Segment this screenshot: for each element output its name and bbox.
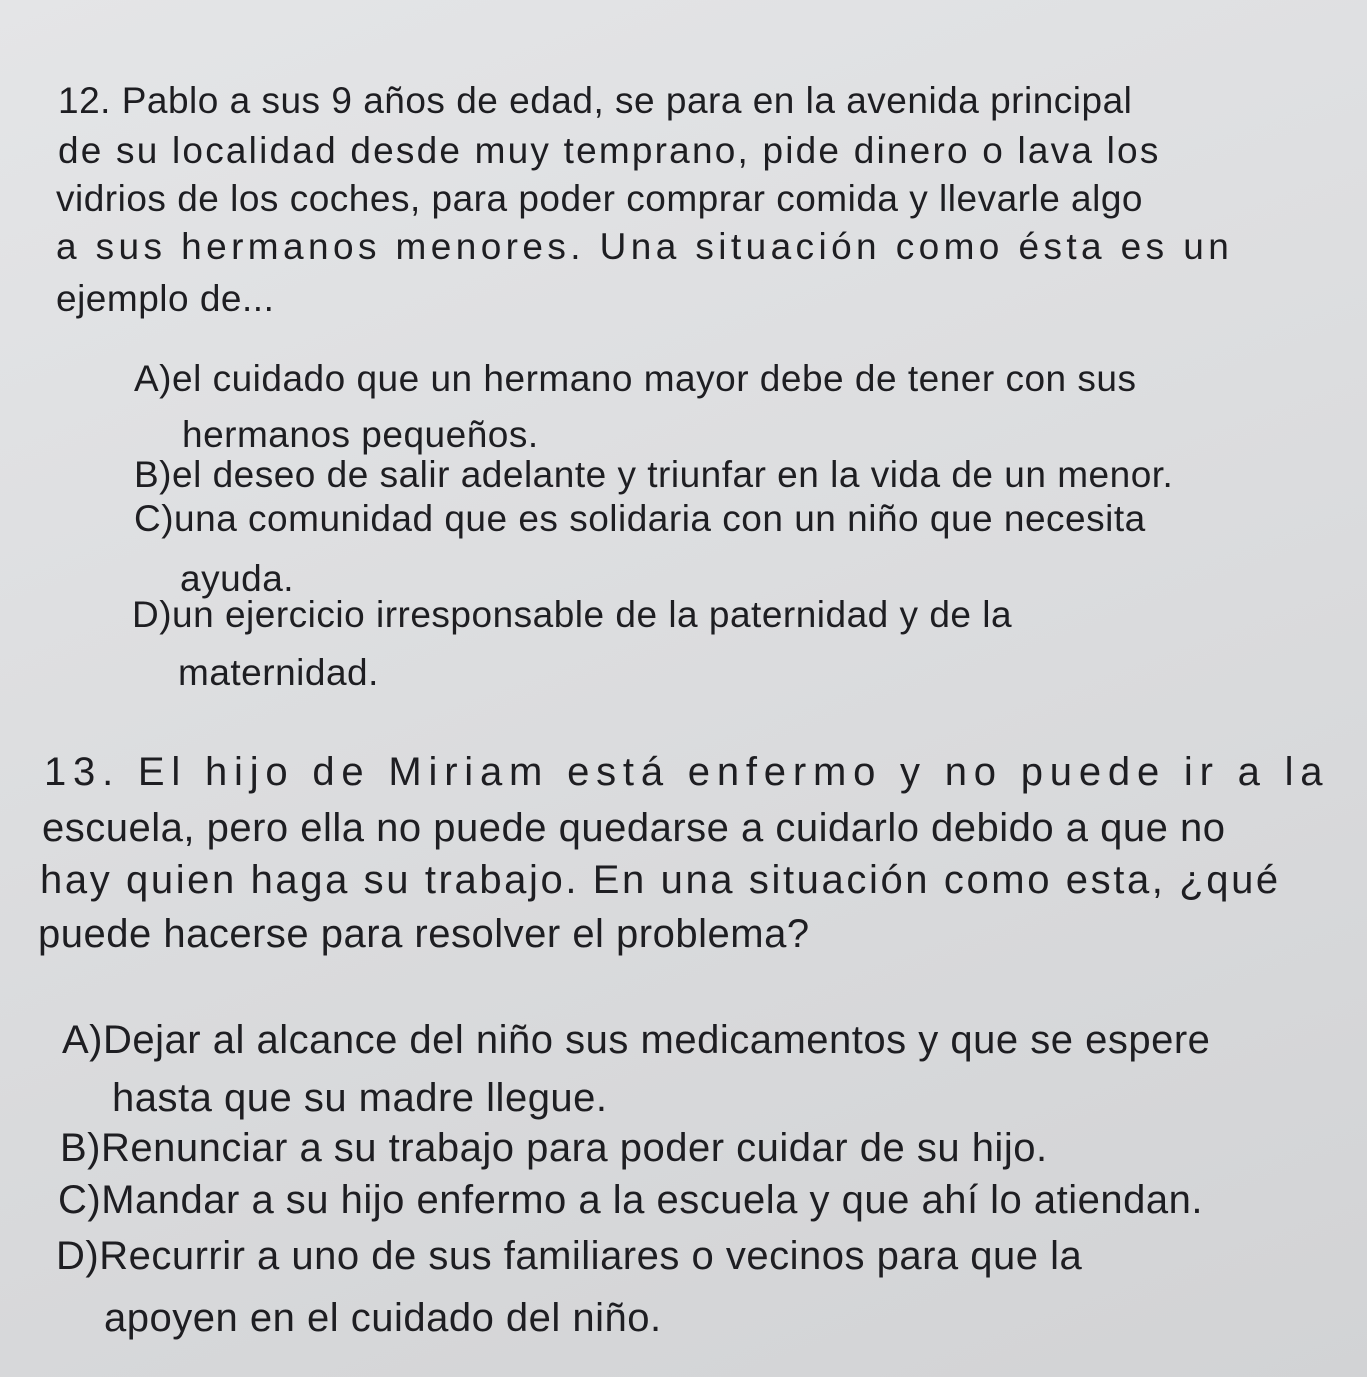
question-12-option-a[interactable]: A)el cuidado que un hermano mayor debe de tener con sus (134, 358, 1137, 399)
question-13-option-a-continuation: hasta que su madre llegue. (112, 1076, 608, 1120)
question-12-option-d[interactable]: D)un ejercicio irresponsable de la paternidad y de la (132, 594, 1013, 635)
question-12-option-d-continuation: maternidad. (178, 652, 379, 693)
question-13-option-b[interactable]: B)Renunciar a su trabajo para poder cuidar de su hijo. (60, 1126, 1048, 1170)
question-12-stem-line-3: vidrios de los coches, para poder comprar comida y llevarle algo (56, 178, 1144, 219)
question-13-stem-line-4: puede hacerse para resolver el problema? (38, 912, 810, 956)
question-13-option-a[interactable]: A)Dejar al alcance del niño sus medicamentos y que se espere (62, 1018, 1211, 1062)
question-12-stem-line-4: a sus hermanos menores. Una situación como ésta es un (56, 226, 1234, 267)
question-13-option-d[interactable]: D)Recurrir a uno de sus familiares o vecinos para que la (56, 1234, 1083, 1278)
question-13-stem-line-2: escuela, pero ella no puede quedarse a cuidarlo debido a que no (42, 806, 1226, 850)
question-12-option-c-continuation: ayuda. (180, 558, 295, 599)
question-13-option-c[interactable]: C)Mandar a su hijo enfermo a la escuela y que ahí lo atiendan. (58, 1178, 1204, 1222)
question-13-stem-line-3: hay quien haga su trabajo. En una situación como esta, ¿qué (40, 858, 1281, 902)
question-12-stem-line-1: 12. Pablo a sus 9 años de edad, se para en la avenida principal (58, 80, 1133, 121)
question-12-option-b[interactable]: B)el deseo de salir adelante y triunfar en la vida de un menor. (134, 454, 1174, 495)
question-13-stem-line-1: 13. El hijo de Miriam está enfermo y no puede ir a la (44, 750, 1330, 794)
question-12-option-a-continuation: hermanos pequeños. (182, 414, 539, 455)
question-13-option-d-continuation: apoyen en el cuidado del niño. (104, 1296, 662, 1340)
question-12-stem-line-5: ejemplo de... (56, 278, 275, 319)
question-12-stem-line-2: de su localidad desde muy temprano, pide dinero o lava los (58, 130, 1161, 171)
question-12-option-c[interactable]: C)una comunidad que es solidaria con un niño que necesita (134, 498, 1146, 539)
